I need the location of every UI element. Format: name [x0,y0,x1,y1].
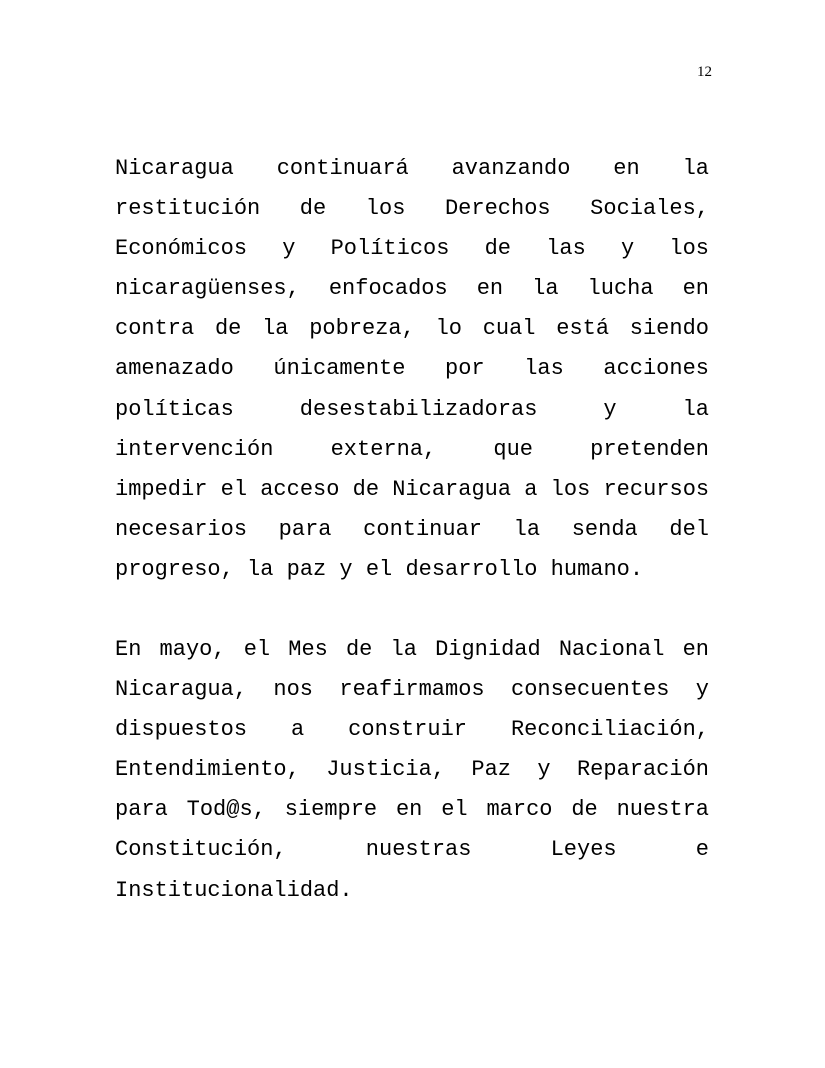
text-line: amenazado únicamente por las acciones [115,356,709,382]
text-line: impedir el acceso de Nicaragua a los recursos [115,476,709,502]
text-line: progreso, la paz y el desarrollo humano. [115,556,644,582]
text-line: Nicaragua, nos reafirmamos consecuentes y [115,677,709,703]
text-line: En mayo, el Mes de la Dignidad Nacional en [115,637,709,662]
page-number: 12 [697,64,712,80]
text-line: nicaragüenses, enfocados en la lucha en [115,276,709,302]
text-line: Institucionalidad. [115,877,353,903]
text-line: para Tod@s, siempre en el marco de nuestra [115,797,709,823]
text-line: Nicaragua continuará avanzando en la [115,156,709,181]
paragraph-1 [115,149,709,590]
text-line: dispuestos a construir Reconciliación, [115,717,709,743]
text-line: Constitución, nuestras Leyes e [115,837,709,863]
text-line: restitución de los Derechos Sociales, [115,196,709,222]
text-line: Entendimiento, Justicia, Paz y Reparación [115,757,709,783]
text-line: intervención externa, que pretenden [115,436,709,462]
text-line: políticas desestabilizadoras y la [115,396,709,422]
text-line: Económicos y Políticos de las y los [115,236,709,262]
text-line: contra de la pobreza, lo cual está siendo [115,316,709,342]
text-line: necesarios para continuar la senda del [115,516,709,542]
paragraph-2 [115,630,709,911]
